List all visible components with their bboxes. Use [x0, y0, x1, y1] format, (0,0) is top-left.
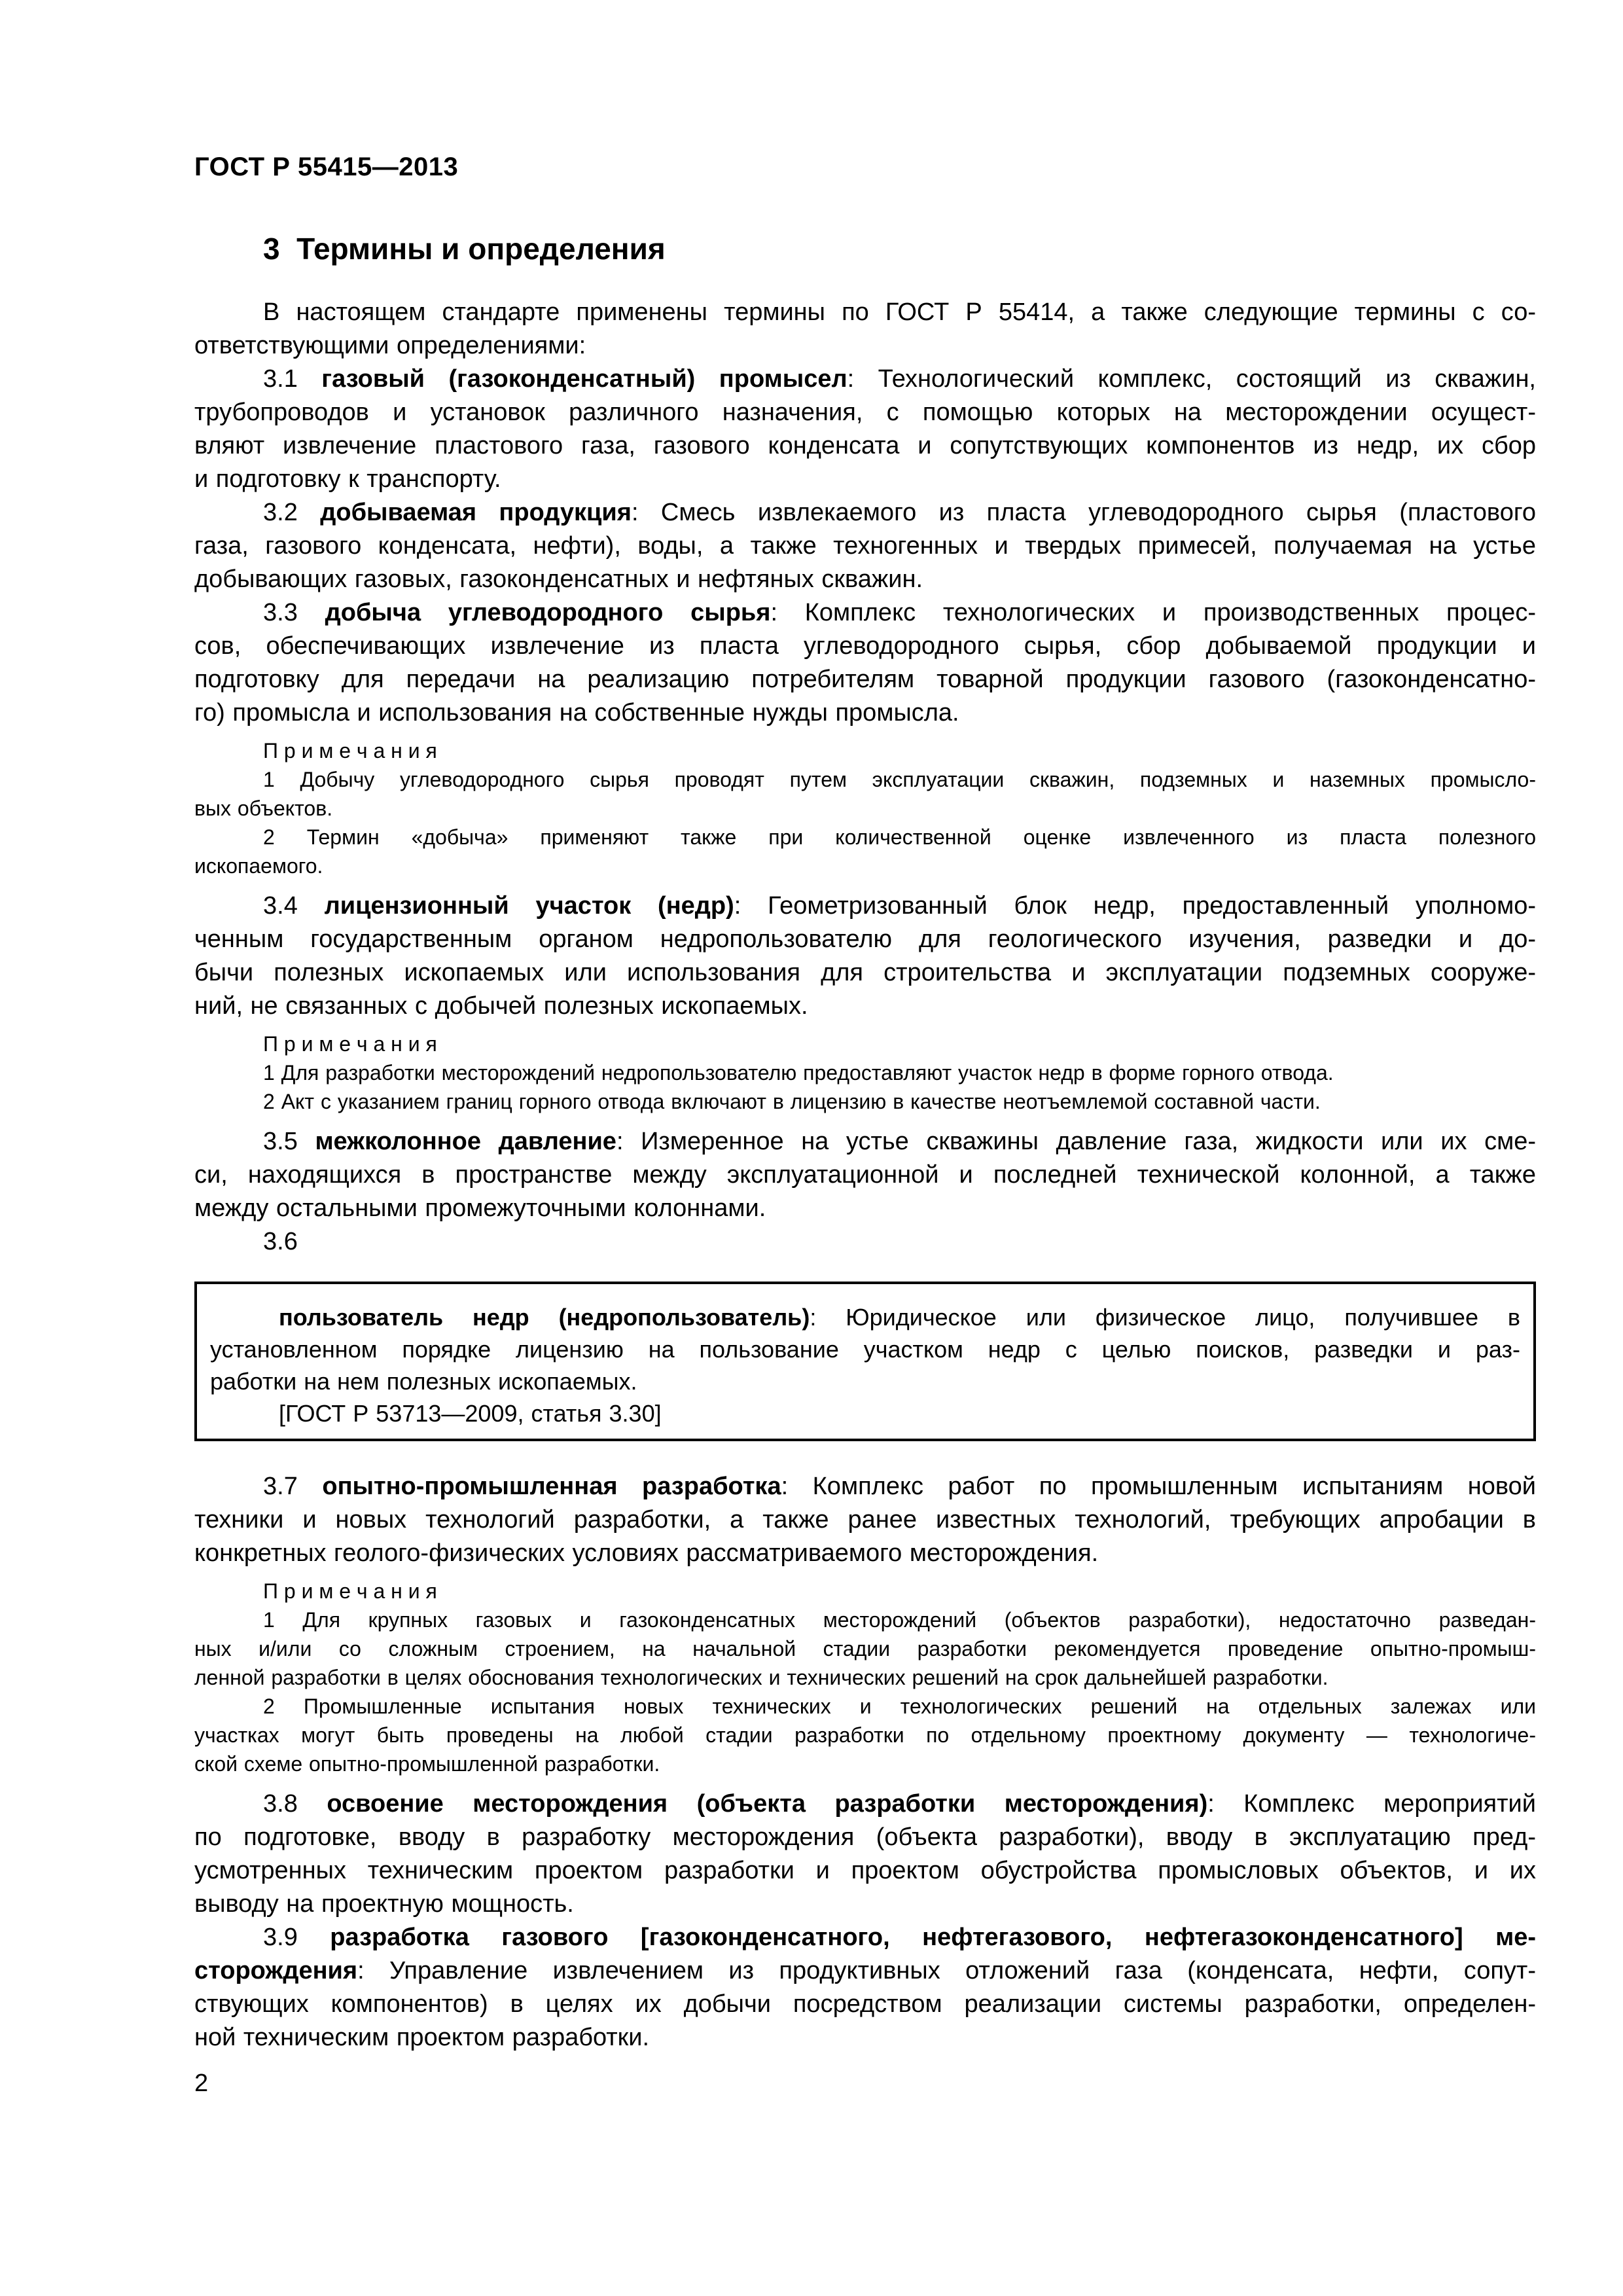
- note-2: [194, 823, 1536, 880]
- text-line: [194, 1087, 1536, 1116]
- text-segment: участках могут быть проведены на любой стадии разработки по отдельному проектному документу — технологиче-: [194, 1723, 1536, 1747]
- term-bold: добываемая продукция: [320, 499, 632, 526]
- text-line: [194, 852, 1536, 880]
- text-line: [194, 794, 1536, 823]
- term-bold: опытно-промышленная разработка: [322, 1473, 781, 1500]
- note-2: [194, 1087, 1536, 1116]
- term-bold: сторождения: [194, 1957, 358, 1984]
- text-segment: 3.4: [263, 892, 325, 920]
- text-segment: ной техническим проектом разработки.: [194, 2024, 650, 2051]
- term-bold: разработка газового [газоконденсатного, нефтегазового, нефтегазоконденсатного] ме-: [330, 1924, 1536, 1951]
- text-line: [194, 329, 1536, 363]
- text-line: [194, 663, 1536, 696]
- text-segment: 3.2: [263, 499, 321, 526]
- text-segment: си, находящихся в пространстве между эксплуатационной и последней технической колонной, а также: [194, 1161, 1536, 1189]
- content-blocks: [194, 296, 1536, 2054]
- section-heading: 3 Термины и определения: [263, 232, 666, 266]
- text-line: [194, 1663, 1536, 1692]
- text-line: [194, 696, 1536, 730]
- text-segment: 3.8: [263, 1790, 327, 1818]
- term-3-7: [194, 1470, 1536, 1570]
- spacer: [194, 267, 1536, 296]
- text-line: [194, 630, 1536, 663]
- term-3-6-number: [194, 1225, 1536, 1259]
- note-2: [194, 1692, 1536, 1778]
- text-line: [194, 823, 1536, 852]
- text-line: [210, 1365, 1520, 1397]
- text-segment: бычи полезных ископаемых или использования для строительства и эксплуатации подземных сооруже-: [194, 959, 1536, 986]
- text-line: [194, 296, 1536, 329]
- text-line: [194, 956, 1536, 990]
- term-bold: пользователь недр (недропользователь): [279, 1304, 810, 1331]
- text-segment: ных и/или со сложным строением, на начальной стадии разработки рекомендуется проведение опытно-промыш-: [194, 1637, 1536, 1660]
- text-line: [194, 990, 1536, 1023]
- notes-label: П р и м е ч а н и я: [263, 1579, 437, 1603]
- note-1: [194, 1058, 1536, 1087]
- text-line: [194, 1988, 1536, 2021]
- note-1: [194, 765, 1536, 823]
- text-segment: сов, обеспечивающих извлечение из пласта углеводородного сырья, сбор добываемой продукции и: [194, 632, 1536, 660]
- text-line: [194, 1821, 1536, 1854]
- term-bold: добыча углеводородного сырья: [325, 599, 771, 626]
- text-segment: 1 Для крупных газовых и газоконденсатных месторождений (объектов разработки), недостаточно разведан-: [263, 1608, 1536, 1632]
- text-segment: выводу на проектную мощность.: [194, 1890, 574, 1918]
- text-segment: ленной разработки в целях обоснования технологических и технических решений на срок дальнейшей разработки.: [194, 1666, 1329, 1689]
- text-line: [194, 1954, 1536, 1988]
- text-segment: : Смесь извлекаемого из пласта углеводородного сырья (пластового: [631, 499, 1536, 526]
- text-line: [194, 596, 1536, 630]
- text-segment: : Измеренное на устье скважины давление газа, жидкости или их сме-: [616, 1128, 1536, 1155]
- text-segment: В настоящем стандарте применены термины по ГОСТ Р 55414, а также следующие термины с со-: [263, 298, 1536, 326]
- text-segment: добывающих газовых, газоконденсатных и нефтяных скважин.: [194, 565, 923, 593]
- text-segment: 2 Промышленные испытания новых технических и технологических решений на отдельных залежах или: [263, 1695, 1536, 1718]
- term-3-1: [194, 363, 1536, 496]
- text-segment: : Управление извлечением из продуктивных отложений газа (конденсата, нефти, сопут-: [357, 1957, 1536, 1984]
- text-segment: техники и новых технологий разработки, а также ранее известных технологий, требующих апробации в: [194, 1506, 1536, 1534]
- text-segment: 2 Термин «добыча» применяют также при количественной оценке извлеченного из пласта полезного: [263, 825, 1536, 849]
- text-line: [194, 1888, 1536, 1921]
- term-3-3: [194, 596, 1536, 730]
- text-line: [194, 765, 1536, 794]
- text-segment: [ГОСТ Р 53713—2009, статья 3.30]: [279, 1400, 662, 1427]
- text-line: [194, 496, 1536, 529]
- term-3-2: [194, 496, 1536, 596]
- text-segment: 3.7: [263, 1473, 323, 1500]
- notes-label: П р и м е ч а н и я: [263, 739, 437, 762]
- text-segment: вых объектов.: [194, 797, 333, 820]
- text-segment: 3.1: [263, 365, 322, 393]
- term-bold: освоение месторождения (объекта разработки месторождения): [327, 1790, 1208, 1818]
- document-header: ГОСТ Р 55415—2013: [194, 152, 459, 181]
- text-segment: газа, газового конденсата, нефти), воды, а также техногенных и твердых примесей, получаемая на устье: [194, 532, 1536, 560]
- text-line: [210, 1397, 1520, 1429]
- text-line: [194, 396, 1536, 429]
- text-line: [194, 1921, 1536, 1954]
- text-line: [194, 1854, 1536, 1888]
- text-segment: подготовку для передачи на реализацию потребителям товарной продукции газового (газоконденсатно-: [194, 666, 1536, 693]
- text-segment: : Юридическое или физическое лицо, получившее в: [810, 1304, 1520, 1331]
- text-segment: по подготовке, вводу в разработку месторождения (объекта разработки), вводу в эксплуатацию пред-: [194, 1823, 1536, 1851]
- text-line: [194, 889, 1536, 923]
- text-line: [210, 1301, 1520, 1333]
- text-segment: ний, не связанных с добычей полезных ископаемых.: [194, 992, 808, 1020]
- content-column: [194, 152, 1536, 2054]
- text-segment: вляют извлечение пластового газа, газового конденсата и сопутствующих компонентов из недр, их сбор: [194, 432, 1536, 459]
- text-segment: го) промысла и использования на собственные нужды промысла.: [194, 699, 959, 726]
- text-segment: : Технологический комплекс, состоящий из скважин,: [847, 365, 1536, 393]
- text-segment: : Комплекс мероприятий: [1207, 1790, 1536, 1818]
- text-line: [194, 1749, 1536, 1778]
- text-line: [194, 529, 1536, 563]
- text-line: [194, 2021, 1536, 2054]
- text-segment: ской схеме опытно-промышленной разработки.: [194, 1752, 660, 1776]
- text-segment: работки на нем полезных ископаемых.: [210, 1368, 637, 1395]
- text-segment: 1 Добычу углеводородного сырья проводят путем эксплуатации скважин, подземных и наземных промысло-: [263, 768, 1536, 791]
- text-line: [194, 363, 1536, 396]
- text-segment: установленном порядке лицензию на пользование участком недр с целью поисков, разведки и раз-: [210, 1336, 1520, 1363]
- text-line: [194, 1787, 1536, 1821]
- text-line: [194, 463, 1536, 496]
- term-3-5: [194, 1125, 1536, 1225]
- note-1: [194, 1605, 1536, 1692]
- text-line: [194, 563, 1536, 596]
- text-line: [194, 1537, 1536, 1570]
- text-line: [194, 1225, 1536, 1259]
- text-segment: : Комплекс работ по промышленным испытаниям новой: [781, 1473, 1536, 1500]
- text-segment: и подготовку к транспорту.: [194, 465, 501, 493]
- text-segment: : Геометризованный блок недр, предоставленный уполномо-: [734, 892, 1536, 920]
- definition-box: [194, 1282, 1536, 1441]
- text-segment: 2 Акт с указанием границ горного отвода включают в лицензию в качестве неотъемлемой составной части.: [263, 1090, 1321, 1113]
- text-segment: : Комплекс технологических и производственных процес-: [770, 599, 1536, 626]
- text-line: [194, 923, 1536, 956]
- text-segment: ствующих компонентов) в целях их добычи посредством реализации системы разработки, определен-: [194, 1990, 1536, 2018]
- text-line: [194, 1058, 1536, 1087]
- term-3-9: [194, 1921, 1536, 2054]
- text-segment: 3.9: [263, 1924, 330, 1951]
- text-segment: усмотренных техническим проектом разработки и проектом обустройства промысловых объектов, и их: [194, 1857, 1536, 1884]
- text-segment: конкретных геолого-физических условиях рассматриваемого месторождения.: [194, 1539, 1099, 1567]
- text-segment: ответствующими определениями:: [194, 332, 586, 359]
- intro-paragraph: [194, 296, 1536, 363]
- text-segment: 3.3: [263, 599, 325, 626]
- text-segment: 3.5: [263, 1128, 315, 1155]
- text-line: [194, 1692, 1536, 1721]
- text-line: [194, 1125, 1536, 1158]
- text-segment: ископаемого.: [194, 854, 323, 878]
- text-line: [194, 1721, 1536, 1749]
- text-segment: 3.6: [263, 1228, 298, 1255]
- text-line: [210, 1333, 1520, 1365]
- text-line: [194, 1605, 1536, 1634]
- text-line: [194, 1503, 1536, 1537]
- term-3-4: [194, 889, 1536, 1023]
- term-3-8: [194, 1787, 1536, 1921]
- text-segment: между остальными промежуточными колоннами.: [194, 1194, 766, 1222]
- text-segment: 1 Для разработки месторождений недропользователю предоставляют участок недр в форме горного отвода.: [263, 1061, 1334, 1085]
- text-line: [194, 1158, 1536, 1192]
- page-number: 2: [194, 2070, 209, 2097]
- text-segment: трубопроводов и установок различного назначения, с помощью которых на месторождении осущест-: [194, 399, 1536, 426]
- term-bold: газовый (газоконденсатный) промысел: [321, 365, 847, 393]
- text-line: [194, 1192, 1536, 1225]
- text-line: [194, 1634, 1536, 1663]
- term-bold: межколонное давление: [315, 1128, 616, 1155]
- text-segment: ченным государственным органом недропользователю для геологического изучения, разведки и до-: [194, 925, 1536, 953]
- term-bold: лицензионный участок (недр): [324, 892, 734, 920]
- notes-label: П р и м е ч а н и я: [263, 1032, 437, 1056]
- text-line: [194, 1470, 1536, 1503]
- text-line: [194, 429, 1536, 463]
